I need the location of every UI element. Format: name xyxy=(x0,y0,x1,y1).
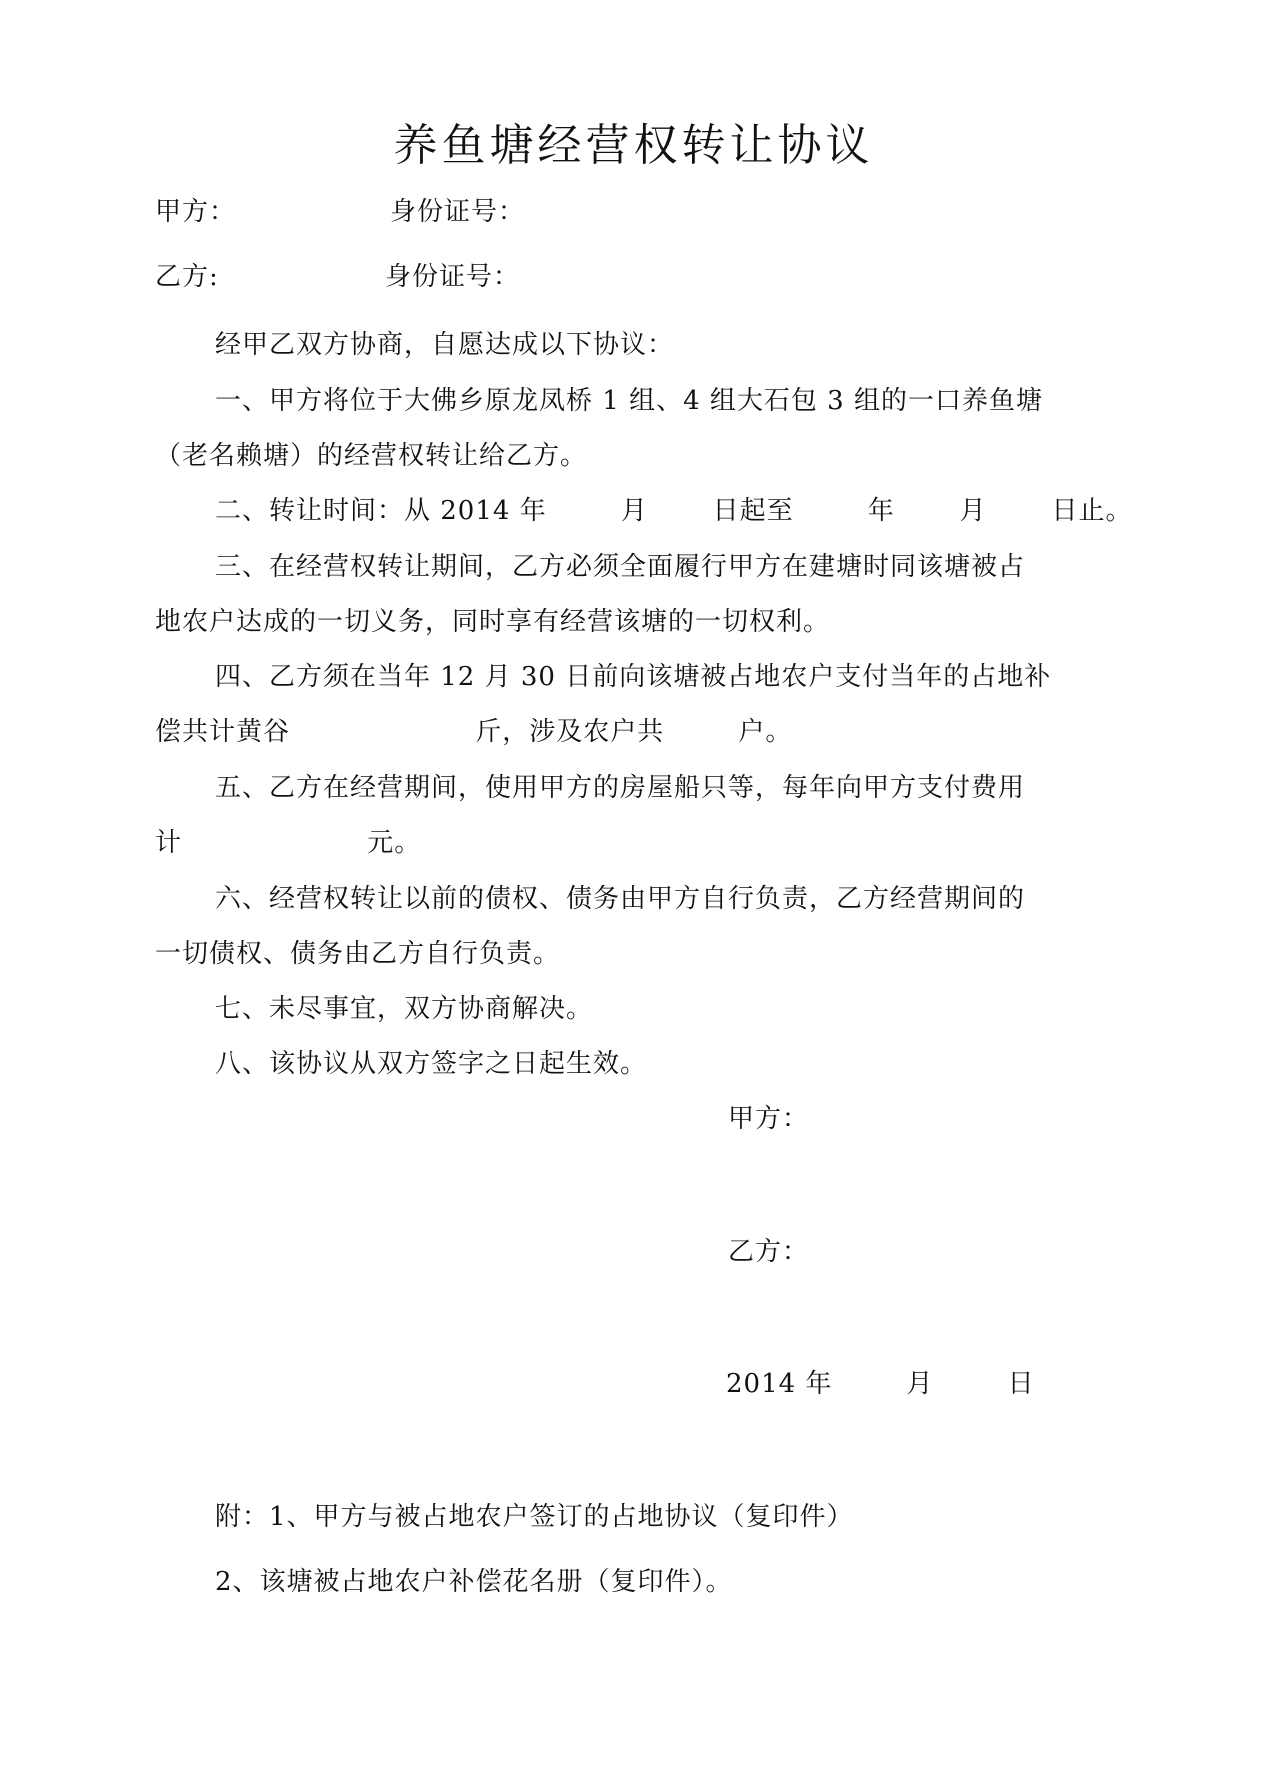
clause-4-line-1: 四、乙方须在当年 12 月 30 日前向该塘被占地农户支付当年的占地补 xyxy=(215,662,1052,692)
header-party-b-id-label: 身份证号： xyxy=(385,262,521,292)
header-party-a-id-label: 身份证号： xyxy=(390,197,526,227)
signature-party-b-label: 乙方： xyxy=(728,1237,810,1267)
clause-4-line-2: 偿共计黄谷 斤，涉及农户共 户。 xyxy=(155,717,793,747)
attachment-line-2: 2、该塘被占地农户补偿花名册（复印件）。 xyxy=(215,1567,733,1597)
clause-5-line-2: 计 元。 xyxy=(155,828,422,858)
clause-8-line-1: 八、该协议从双方签字之日起生效。 xyxy=(215,1049,648,1079)
header-party-a-label: 甲方： xyxy=(155,197,237,227)
signature-party-a-label: 甲方： xyxy=(728,1104,810,1134)
clause-3-line-1: 三、在经营权转让期间，乙方必须全面履行甲方在建塘时同该塘被占 xyxy=(215,552,1026,582)
intro-line: 经甲乙双方协商，自愿达成以下协议： xyxy=(215,330,675,360)
header-party-b-label: 乙方: xyxy=(155,262,219,292)
signature-date: 2014 年 月 日 xyxy=(726,1369,1035,1399)
clause-1-line-2: （老名赖塘）的经营权转让给乙方。 xyxy=(155,441,588,471)
attachment-line-1: 附：1、甲方与被占地农户签订的占地协议（复印件） xyxy=(215,1502,854,1532)
clause-3-line-2: 地农户达成的一切义务，同时享有经营该塘的一切权利。 xyxy=(155,607,831,637)
clause-7-line-1: 七、未尽事宜，双方协商解决。 xyxy=(215,994,594,1024)
clause-6-line-2: 一切债权、债务由乙方自行负责。 xyxy=(155,939,561,969)
document-title: 养鱼塘经营权转让协议 xyxy=(393,120,874,171)
clause-2-line-1: 二、转让时间：从 2014 年 月 日起至 年 月 日止。 xyxy=(215,496,1133,526)
clause-1-line-1: 一、甲方将位于大佛乡原龙凤桥 1 组、4 组大石包 3 组的一口养鱼塘 xyxy=(215,386,1043,416)
clause-6-line-1: 六、经营权转让以前的债权、债务由甲方自行负责，乙方经营期间的 xyxy=(215,884,1026,914)
clause-5-line-1: 五、乙方在经营期间，使用甲方的房屋船只等，每年向甲方支付费用 xyxy=(215,773,1026,803)
